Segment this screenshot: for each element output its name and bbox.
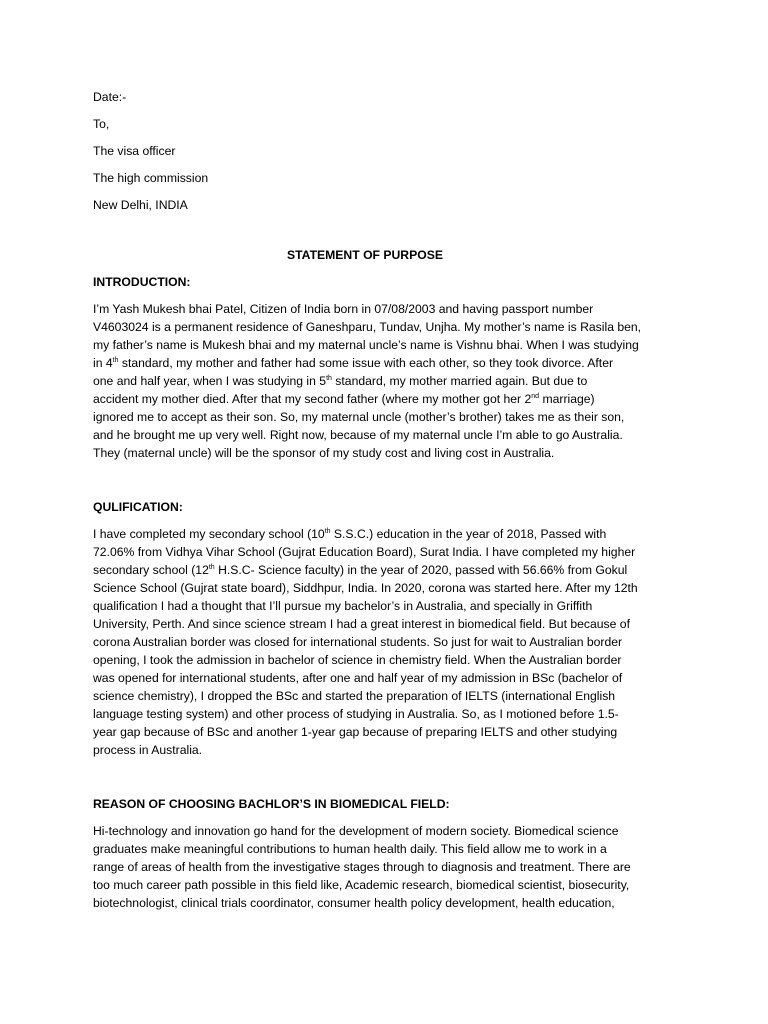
qualification-line: I have completed my secondary school (10th S.S.C.) education in the year of 2018, Passed with [93, 527, 607, 541]
introduction-line: ignored me to accept as their son. So, my maternal uncle (mother’s brother) takes me as their son, [93, 410, 625, 424]
introduction-paragraph [93, 300, 675, 462]
qualification-line: 72.06% from Vidhya Vihar School (Gujrat Education Board), Surat India. I have completed my higher [93, 545, 636, 559]
qualification-line: secondary school (12th H.S.C- Science faculty) in the year of 2020, passed with 56.66% from Gokul [93, 563, 628, 577]
introduction-line: accident my mother died. After that my second father (where my mother got her 2nd marriage) [93, 392, 595, 406]
qualification-line: was opened for international students, after one and half year of my admission in BSc (bachelor of [93, 671, 623, 685]
reason-line: Hi-technology and innovation go hand for the development of modern society. Biomedical science [93, 824, 619, 838]
reason-line: range of areas of health from the investigative stages through to diagnosis and treatment. There are [93, 860, 631, 874]
reason-line: too much career path possible in this field like, Academic research, biomedical scientist, biosecurity, [93, 878, 630, 892]
introduction-line: They (maternal uncle) will be the sponsor of my study cost and living cost in Australia. [93, 446, 555, 460]
introduction-line: in 4th standard, my mother and father had some issue with each other, so they took divorce. After [93, 356, 614, 370]
qualification-line: process in Australia. [93, 743, 203, 757]
introduction-line: one and half year, when I was studying in 5th standard, my mother married again. But due to [93, 374, 588, 388]
recipient-line-2: The high commission [93, 171, 209, 185]
qualification-paragraph [93, 525, 675, 759]
qualification-line: Science School (Gujrat state board), Siddhpur, India. In 2020, corona was started here. After my 12th [93, 581, 638, 595]
qualification-line: year gap because of BSc and another 1-year gap because of preparing IELTS and other studying [93, 725, 618, 739]
qualification-line: language testing system) and other process of studying in Australia. So, as I motioned before 1.5- [93, 707, 619, 721]
date-line: Date:- [93, 90, 127, 104]
reason-line: biotechnologist, clinical trials coordinator, consumer health policy development, health education, [93, 896, 615, 910]
document-title: STATEMENT OF PURPOSE [287, 248, 443, 262]
salutation-to: To, [93, 117, 110, 131]
qualification-line: qualification I had a thought that I’ll pursue my bachelor’s in Australia, and specially in Griffith [93, 599, 593, 613]
reason-paragraph [93, 822, 675, 912]
reason-line: graduates make meaningful contributions to human health daily. This field allow me to work in a [93, 842, 607, 856]
qualification-line: science chemistry), I dropped the BSc and started the preparation of IELTS (international English [93, 689, 616, 703]
introduction-heading: INTRODUCTION: [93, 275, 191, 289]
letter-body [93, 88, 675, 912]
introduction-line: and he brought me up very well. Right now, because of my maternal uncle I’m able to go Australia. [93, 428, 623, 442]
qualification-heading: QULIFICATION: [93, 500, 183, 514]
qualification-line: opening, I took the admission in bachelor of science in chemistry field. When the Australian border [93, 653, 622, 667]
recipient-line-3: New Delhi, INDIA [93, 198, 188, 212]
introduction-line: my father’s name is Mukesh bhai and my maternal uncle’s name is Vishnu bhai. When I was studying [93, 338, 639, 352]
qualification-line: University, Perth. And since science stream I had a great interest in biomedical field. But because of [93, 617, 630, 631]
reason-heading: REASON OF CHOOSING BACHLOR’S IN BIOMEDICAL FIELD: [93, 797, 450, 811]
recipient-line-1: The visa officer [93, 144, 176, 158]
introduction-line: I’m Yash Mukesh bhai Patel, Citizen of India born in 07/08/2003 and having passport number [93, 302, 594, 316]
qualification-line: corona Australian border was closed for international students. So just for wait to Australian border [93, 635, 623, 649]
introduction-line: V4603024 is a permanent residence of Ganeshparu, Tundav, Unjha. My mother’s name is Rasila ben, [93, 320, 642, 334]
